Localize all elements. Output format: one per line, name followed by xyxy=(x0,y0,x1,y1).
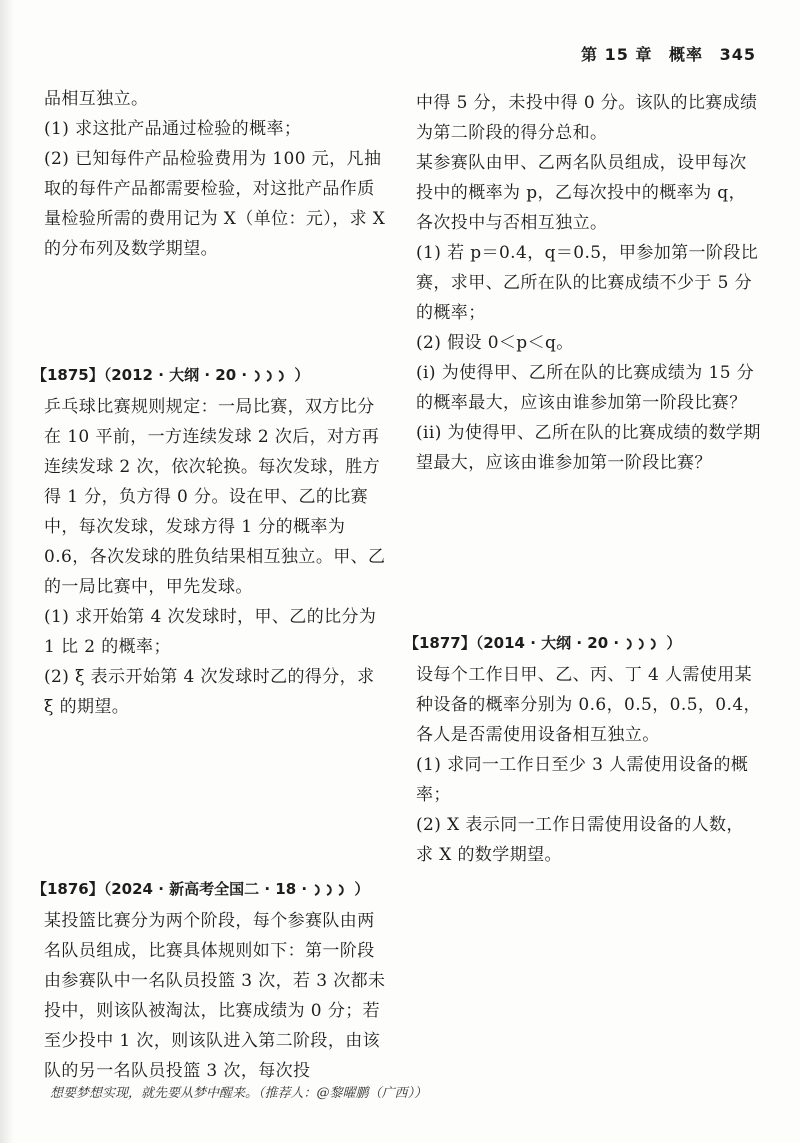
page-number: 345 xyxy=(719,45,756,64)
right-cont-3: (1) 若 p＝0.4，q＝0.5，甲参加第一阶段比赛，求甲、乙所在队的比赛成绩不少于 5 分的概率； xyxy=(416,243,759,323)
page-header xyxy=(571,42,756,65)
problem-1875-q1: (1) 求开始第 4 次发球时，甲、乙的比分为 1 比 2 的概率； xyxy=(44,607,377,657)
problem-title-1875: 【1875】（2012 · 大纲 · 20 · ） xyxy=(32,366,310,384)
page-edge-shadow xyxy=(0,0,14,1143)
problem-1875-body: 乒乓球比赛规则规定：一局比赛，双方比分在 10 平前，一方连续发球 2 次后，对方再连续发球 2 次，依次轮换。每次发球，胜方得 1 分，负方得 0 分。设在甲、乙的比赛中，每次发球，发球方得 1 分的概率为 0.6，各次发球的胜负结果相互独立。甲、乙的一局比赛中，甲先发球。 xyxy=(44,397,386,597)
problem-1877-q1: (1) 求同一工作日至少 3 人需使用设备的概率； xyxy=(416,755,749,805)
problem-title-1877-text: 【1877】（2014 · 大纲 · 20 · xyxy=(404,634,620,652)
right-cont-5: (i) 为使得甲、乙所在队的比赛成绩为 15 分的概率最大，应该由谁参加第一阶段比赛？ xyxy=(416,363,755,413)
problem-title-1876-text: 【1876】（2024 · 新高考全国二 · 18 · xyxy=(32,880,308,898)
cont-line-1: 品相互独立。 xyxy=(44,89,149,109)
difficulty-icon xyxy=(252,369,294,383)
right-cont-2: 某参赛队由甲、乙两名队员组成，设甲每次投中的概率为 p，乙每次投中的概率为 q，各次投中与否相互独立。 xyxy=(416,153,747,233)
problem-1877-body: 设每个工作日甲、乙、丙、丁 4 人需使用某种设备的概率分别为 0.6，0.5，0.5，0.4，各人是否需使用设备相互独立。 xyxy=(416,665,761,745)
cont-line-2: (1) 求这批产品通过检验的概率； xyxy=(44,119,302,139)
problem-title-1877: 【1877】（2014 · 大纲 · 20 · ） xyxy=(404,634,682,652)
problem-1875-q2: (2) ξ 表示开始第 4 次发球时乙的得分，求 ξ 的期望。 xyxy=(44,667,375,717)
problem-title-1876: 【1876】（2024 · 新高考全国二 · 18 · ） xyxy=(32,880,370,898)
cont-line-3: (2) 已知每件产品检验费用为 100 元，凡抽取的每件产品都需要检验，对这批产品作质量检验所需的费用记为 X（单位：元），求 X 的分布列及数学期望。 xyxy=(44,149,386,259)
problem-1876-body: 某投篮比赛分为两个阶段，每个参赛队由两名队员组成，比赛具体规则如下：第一阶段由参赛队中一名队员投篮 3 次，若 3 次都未投中，则该队被淘汰，比赛成绩为 0 分；若至少投中 1 次，则该队进入第二阶段，由该队的另一名队员投篮 3 次，每次投 xyxy=(44,911,386,1081)
right-cont-6: (ii) 为使得甲、乙所在队的比赛成绩的数学期望最大，应该由谁参加第一阶段比赛？ xyxy=(416,423,761,473)
right-column xyxy=(404,88,761,870)
problem-title-1875-text: 【1875】（2012 · 大纲 · 20 · xyxy=(32,366,248,384)
right-cont-1: 中得 5 分，未投中得 0 分。该队的比赛成绩为第二阶段的得分总和。 xyxy=(416,93,758,143)
left-column xyxy=(32,84,389,1086)
problem-1877-q2: (2) X 表示同一工作日需使用设备的人数，求 X 的数学期望。 xyxy=(416,815,744,865)
chapter-label: 第 15 章 xyxy=(581,45,653,64)
right-cont-4: (2) 假设 0＜p＜q。 xyxy=(416,333,574,353)
difficulty-icon xyxy=(624,637,666,651)
topic-label: 概率 xyxy=(669,45,704,64)
difficulty-icon xyxy=(312,883,354,897)
footer-quote: 想要梦想实现，就先要从梦中醒来。（推荐人：@黎曜鹏（广西）） xyxy=(50,1086,428,1101)
